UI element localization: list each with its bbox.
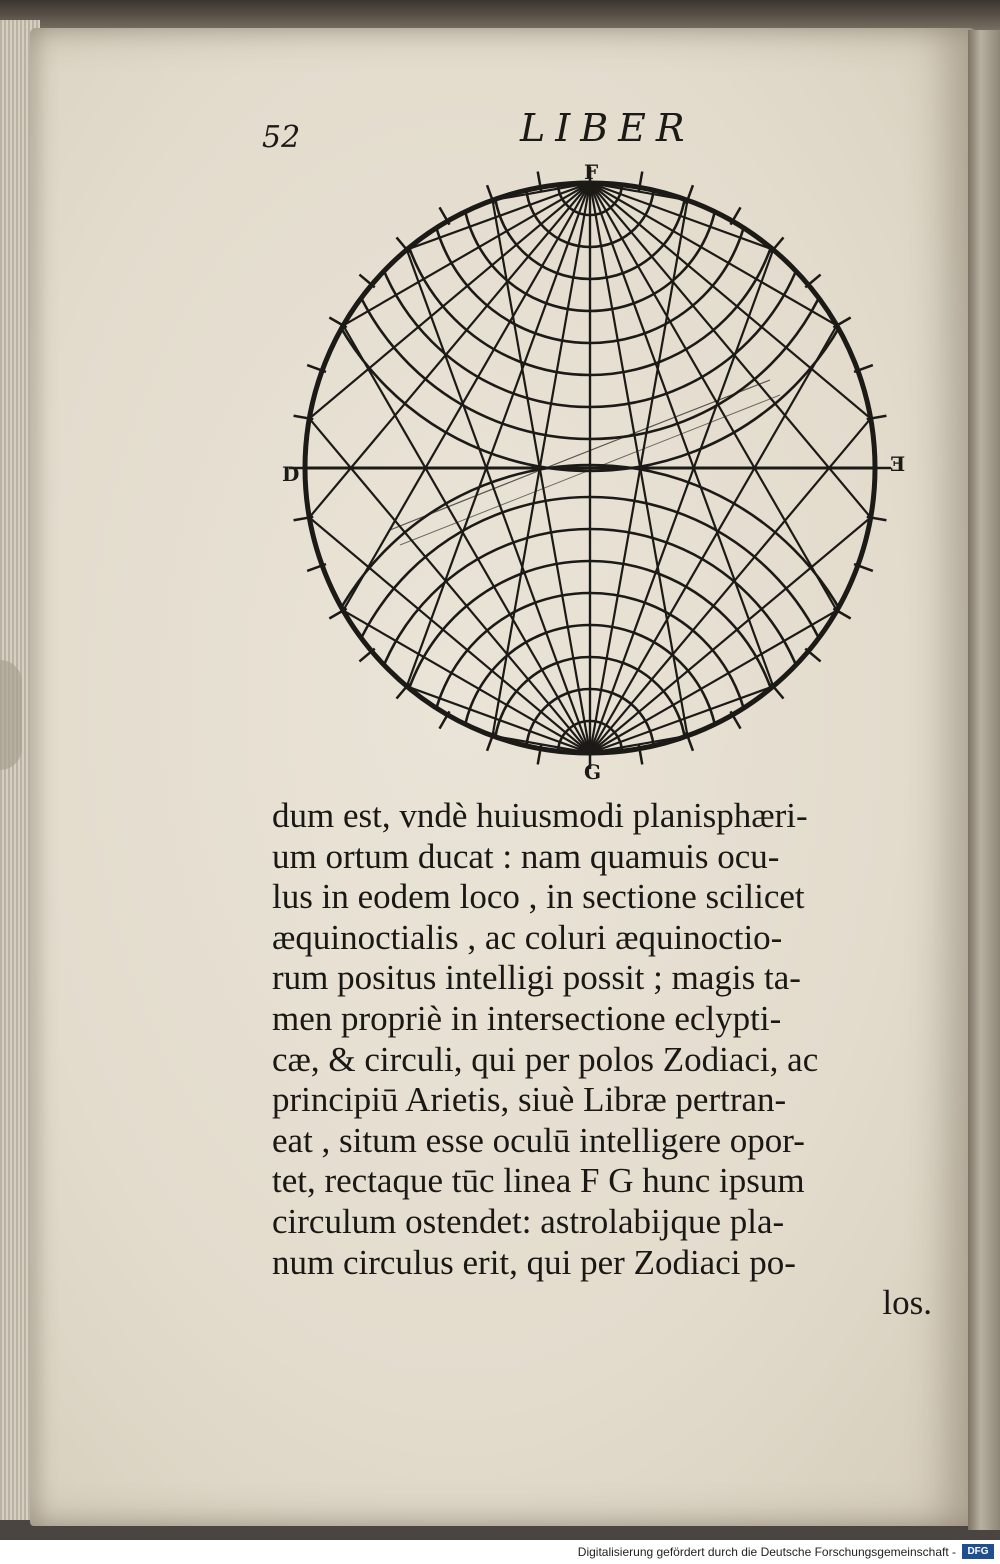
dfg-logo: DFG [962,1544,994,1559]
figure-label-top: F [584,160,599,184]
text-line: æquinoctialis , ac coluri æquinoctio- [272,917,783,957]
footer-credit: Digitalisierung gefördert durch die Deutsche Forschungsgemeinschaft - [577,1545,956,1559]
pole-ray-bottom [351,150,590,753]
page-number: 52 [262,120,301,155]
page-clip-shadow [0,660,22,770]
text-line: circulum ostendet: astrolabijque pla- [272,1201,785,1241]
pole-ray-top [260,183,590,780]
running-head: LIBER [520,106,695,150]
text-line: cæ, & circuli, qui per polos Zodiaci, ac [272,1039,819,1079]
planisphere-figure [260,150,940,780]
text-line: tet, rectaque tūc linea F G hunc ipsum [272,1161,805,1201]
text-line: los. [882,1283,932,1323]
figure-label-left: D [282,462,300,486]
text-line: dum est, vndè huiusmodi planisphæri- [272,796,808,835]
book-gutter [968,30,1000,1530]
ecliptic-line [390,380,770,530]
text-line: principiū Arietis, siuè Libræ pertran- [272,1080,787,1120]
text-line: lus in eodem loco , in sectione scilicet [272,877,805,917]
text-line: rum positus intelligi possit ; magis ta- [272,958,801,998]
text-line: men propriè in intersectione eclypti- [272,998,782,1038]
grid-lines [260,150,940,780]
text-line: um ortum ducat : nam quamuis ocu- [272,836,780,876]
planisphere-woodcut [260,150,940,780]
latin-text-block [272,796,932,1324]
figure-label-right: E [890,452,906,476]
text-line: eat , situm esse oculū intelligere opor- [272,1120,805,1160]
figure-label-bottom: G [584,760,602,784]
pole-ray-bottom [590,150,829,753]
digitization-footer [0,1540,1000,1564]
text-line: num circulus erit, qui per Zodiaci po- [272,1242,796,1282]
